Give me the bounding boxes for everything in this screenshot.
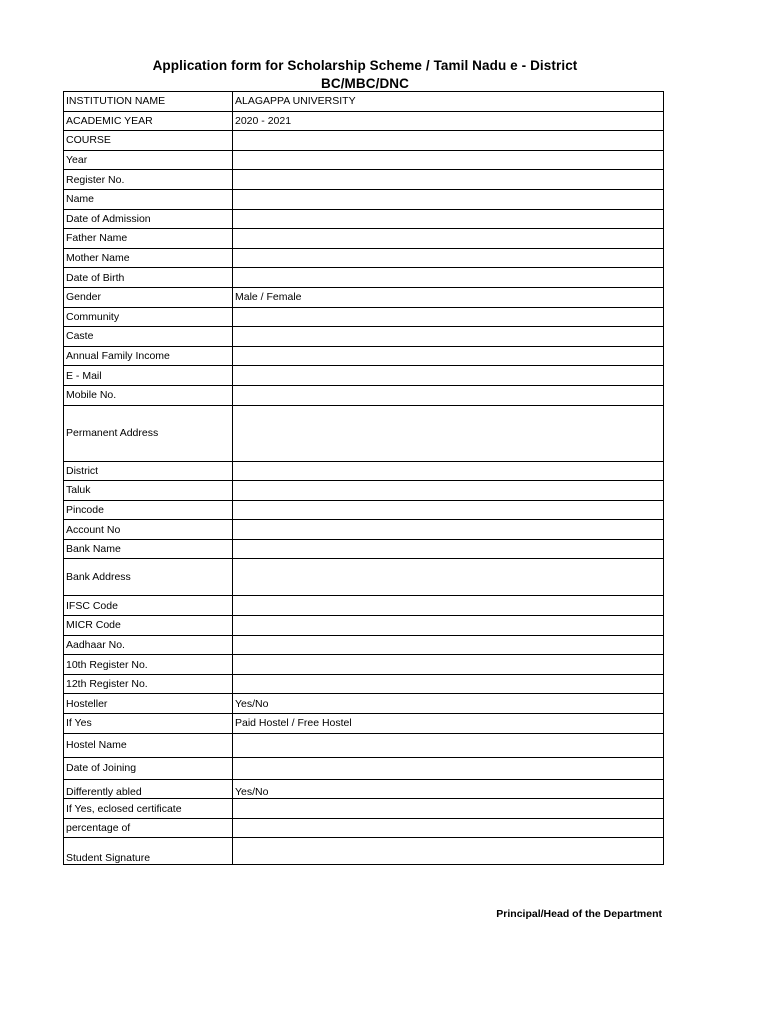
row-name	[64, 189, 664, 209]
label-name: Name	[64, 189, 233, 209]
label-student-signature: Student Signature	[64, 838, 233, 865]
label-percentage-of: percentage of	[64, 818, 233, 838]
value-taluk[interactable]	[233, 481, 664, 501]
value-bank-address[interactable]	[233, 559, 664, 596]
label-hostel-type: If Yes	[64, 714, 233, 734]
value-12th-register-no[interactable]	[233, 674, 664, 694]
value-pincode[interactable]	[233, 500, 664, 520]
row-hostel-name	[64, 733, 664, 757]
row-annual-family-income	[64, 346, 664, 366]
row-course	[64, 131, 664, 151]
value-hostel-type[interactable]: Paid Hostel / Free Hostel	[233, 714, 664, 734]
row-percentage-of	[64, 818, 664, 838]
value-annual-family-income[interactable]	[233, 346, 664, 366]
value-district[interactable]	[233, 461, 664, 481]
row-bank-address	[64, 559, 664, 596]
label-mobile-no: Mobile No.	[64, 385, 233, 405]
label-hostel-name: Hostel Name	[64, 733, 233, 757]
label-date-of-joining: Date of Joining	[64, 757, 233, 779]
label-10th-register-no: 10th Register No.	[64, 655, 233, 675]
value-hosteller[interactable]: Yes/No	[233, 694, 664, 714]
label-12th-register-no: 12th Register No.	[64, 674, 233, 694]
label-enclosed-certificate: If Yes, eclosed certificate	[64, 799, 233, 819]
value-micr-code[interactable]	[233, 616, 664, 636]
value-father-name[interactable]	[233, 229, 664, 249]
value-date-of-joining[interactable]	[233, 757, 664, 779]
row-hosteller	[64, 694, 664, 714]
row-bank-name	[64, 539, 664, 559]
label-institution-name: INSTITUTION NAME	[64, 92, 233, 112]
value-year[interactable]	[233, 150, 664, 170]
row-institution-name	[64, 92, 664, 112]
row-taluk	[64, 481, 664, 501]
value-aadhaar-no[interactable]	[233, 635, 664, 655]
row-12th-register-no	[64, 674, 664, 694]
row-gender	[64, 287, 664, 307]
value-course[interactable]	[233, 131, 664, 151]
value-account-no[interactable]	[233, 520, 664, 540]
row-ifsc-code	[64, 596, 664, 616]
label-course: COURSE	[64, 131, 233, 151]
row-date-of-birth	[64, 268, 664, 288]
value-percentage-of[interactable]	[233, 818, 664, 838]
value-10th-register-no[interactable]	[233, 655, 664, 675]
label-account-no: Account No	[64, 520, 233, 540]
label-bank-address: Bank Address	[64, 559, 233, 596]
principal-signature-label: Principal/Head of the Department	[496, 908, 662, 920]
label-academic-year: ACADEMIC YEAR	[64, 111, 233, 131]
value-enclosed-certificate[interactable]	[233, 799, 664, 819]
label-caste: Caste	[64, 327, 233, 347]
value-register-no[interactable]	[233, 170, 664, 190]
label-year: Year	[64, 150, 233, 170]
row-micr-code	[64, 616, 664, 636]
label-annual-family-income: Annual Family Income	[64, 346, 233, 366]
value-differently-abled[interactable]: Yes/No	[233, 779, 664, 799]
value-bank-name[interactable]	[233, 539, 664, 559]
row-account-no	[64, 520, 664, 540]
row-district	[64, 461, 664, 481]
form-title-line-2: BC/MBC/DNC	[321, 76, 409, 91]
value-community[interactable]	[233, 307, 664, 327]
row-hostel-type	[64, 714, 664, 734]
row-date-of-admission	[64, 209, 664, 229]
label-ifsc-code: IFSC Code	[64, 596, 233, 616]
value-student-signature[interactable]	[233, 838, 664, 865]
value-permanent-address[interactable]	[233, 405, 664, 461]
form-title-line-1: Application form for Scholarship Scheme / Tamil Nadu e - District	[152, 58, 578, 73]
row-student-signature	[64, 838, 664, 865]
label-date-of-admission: Date of Admission	[64, 209, 233, 229]
row-year	[64, 150, 664, 170]
label-gender: Gender	[64, 287, 233, 307]
value-mother-name[interactable]	[233, 248, 664, 268]
row-permanent-address	[64, 405, 664, 461]
label-date-of-birth: Date of Birth	[64, 268, 233, 288]
value-institution-name[interactable]: ALAGAPPA UNIVERSITY	[233, 92, 664, 112]
row-caste	[64, 327, 664, 347]
row-register-no	[64, 170, 664, 190]
label-micr-code: MICR Code	[64, 616, 233, 636]
value-caste[interactable]	[233, 327, 664, 347]
label-register-no: Register No.	[64, 170, 233, 190]
label-taluk: Taluk	[64, 481, 233, 501]
row-email	[64, 366, 664, 386]
row-mother-name	[64, 248, 664, 268]
row-differently-abled	[64, 779, 664, 799]
label-pincode: Pincode	[64, 500, 233, 520]
label-district: District	[64, 461, 233, 481]
row-academic-year	[64, 111, 664, 131]
label-aadhaar-no: Aadhaar No.	[64, 635, 233, 655]
value-gender[interactable]: Male / Female	[233, 287, 664, 307]
row-aadhaar-no	[64, 635, 664, 655]
value-mobile-no[interactable]	[233, 385, 664, 405]
value-email[interactable]	[233, 366, 664, 386]
label-hosteller: Hosteller	[64, 694, 233, 714]
application-form-table	[63, 91, 664, 865]
row-father-name	[64, 229, 664, 249]
value-date-of-birth[interactable]	[233, 268, 664, 288]
row-community	[64, 307, 664, 327]
value-date-of-admission[interactable]	[233, 209, 664, 229]
label-mother-name: Mother Name	[64, 248, 233, 268]
label-father-name: Father Name	[64, 229, 233, 249]
row-pincode	[64, 500, 664, 520]
label-community: Community	[64, 307, 233, 327]
label-bank-name: Bank Name	[64, 539, 233, 559]
value-hostel-name[interactable]	[233, 733, 664, 757]
label-differently-abled: Differently abled	[64, 779, 233, 799]
row-date-of-joining	[64, 757, 664, 779]
value-name[interactable]	[233, 189, 664, 209]
label-permanent-address: Permanent Address	[64, 405, 233, 461]
label-email: E - Mail	[64, 366, 233, 386]
row-10th-register-no	[64, 655, 664, 675]
value-academic-year[interactable]: 2020 - 2021	[233, 111, 664, 131]
row-mobile-no	[64, 385, 664, 405]
value-ifsc-code[interactable]	[233, 596, 664, 616]
row-enclosed-certificate	[64, 799, 664, 819]
